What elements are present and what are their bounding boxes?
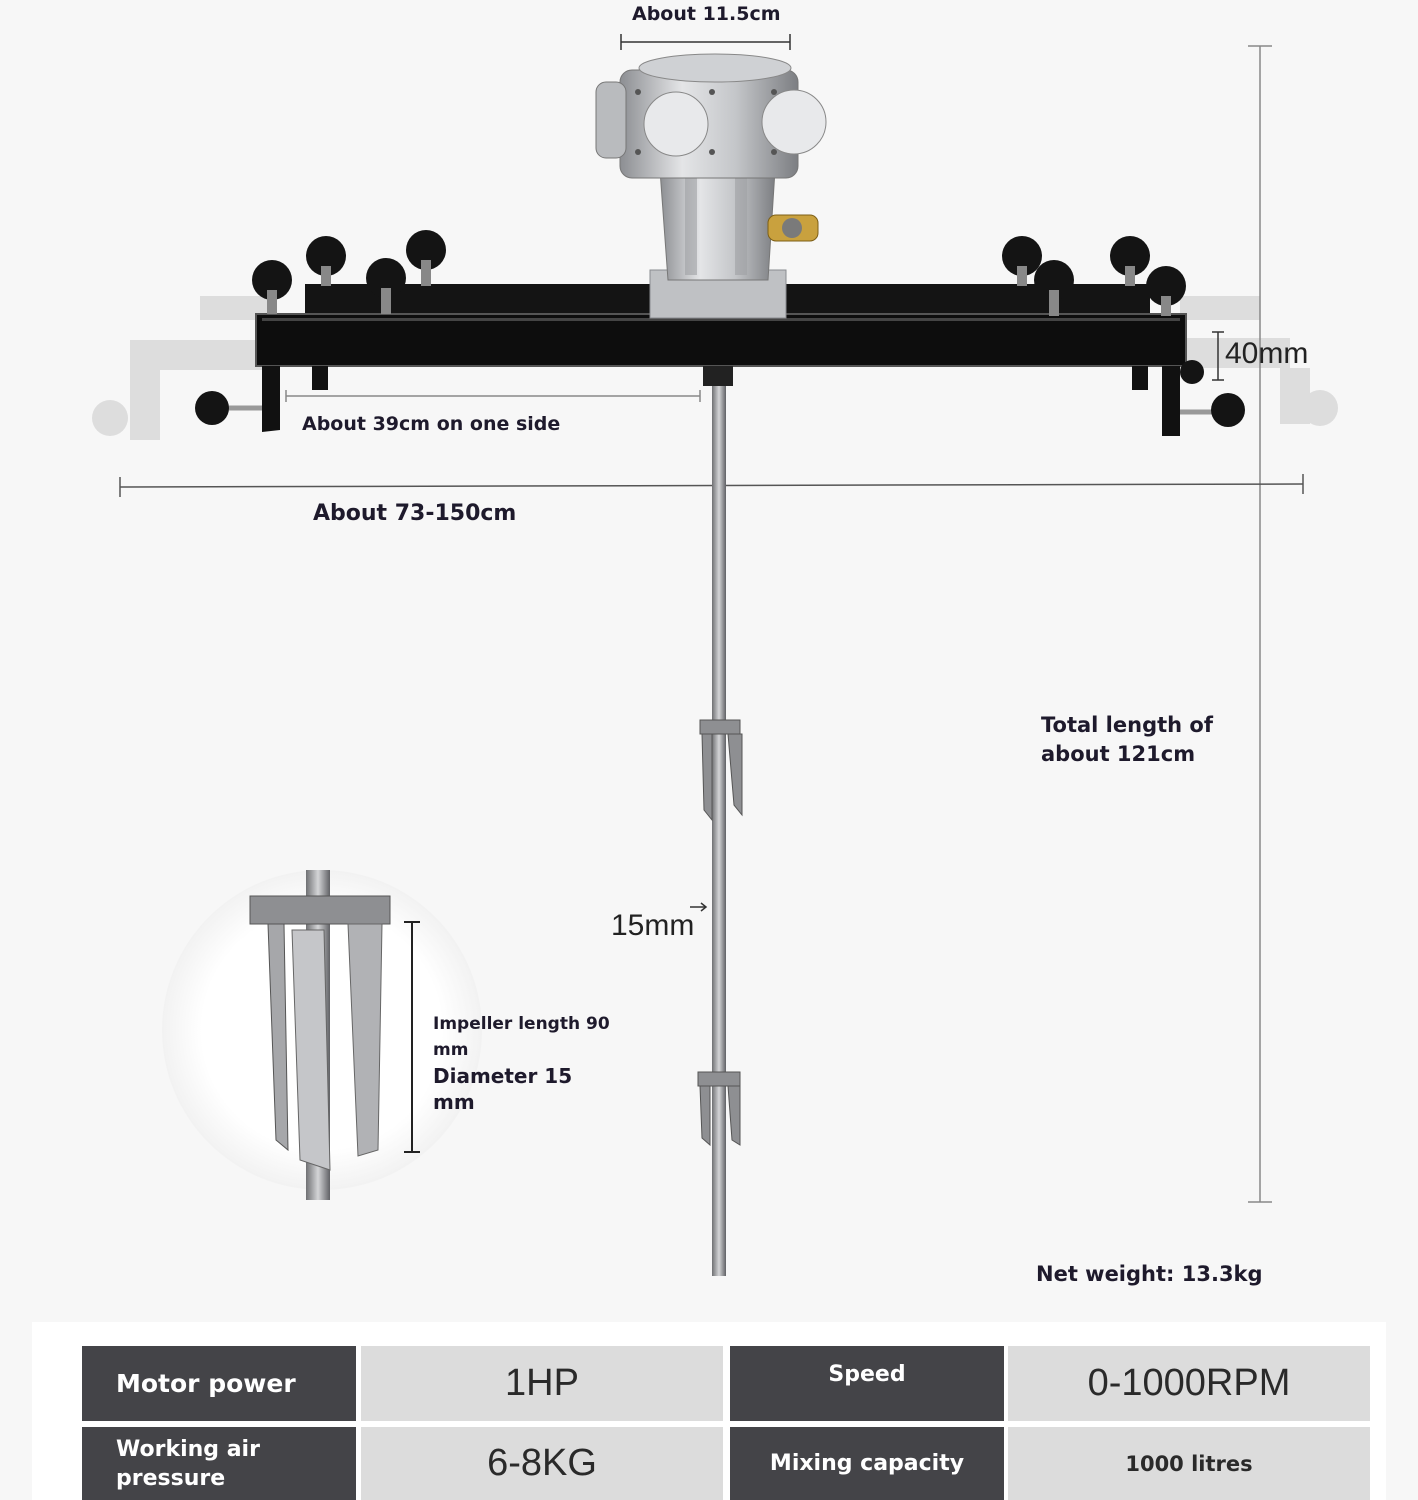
total-length-line1: Total length of: [1041, 713, 1213, 737]
spec-label-mixing-capacity: Mixing capacity: [730, 1427, 1004, 1500]
impeller-length-line1: Impeller length 90: [433, 1014, 610, 1034]
impeller-spec-label: [433, 1011, 610, 1115]
dimension-motor-width: [621, 34, 790, 50]
dimension-span: [120, 474, 1303, 497]
motor-neck: [660, 170, 775, 280]
spec-label-working-air-pressure-line2: pressure: [116, 1465, 226, 1491]
span-label: About 73-150cm: [313, 501, 517, 526]
spec-value-motor-power: 1HP: [361, 1346, 723, 1421]
upper-rail-right: [785, 284, 1150, 314]
spec-label-working-air-pressure-line1: Working air: [116, 1436, 260, 1462]
spec-value-working-air-pressure: 6-8KG: [361, 1427, 723, 1500]
total-length-label: [1041, 711, 1213, 769]
spec-value-mixing-capacity: 1000 litres: [1008, 1427, 1370, 1500]
impeller-diameter-line2: mm: [433, 1090, 475, 1114]
impeller-diameter-line1: Diameter 15: [433, 1064, 573, 1088]
one-side-label: About 39cm on one side: [302, 413, 561, 435]
spec-label-working-air-pressure: [82, 1427, 356, 1500]
motor-cap-right: [762, 90, 826, 154]
shaft-coupling: [703, 366, 733, 386]
total-length-line2: about 121cm: [1041, 742, 1196, 766]
net-weight-label: Net weight: 13.3kg: [1036, 1262, 1263, 1286]
clamp-left: [262, 366, 280, 432]
dimension-total-length: [1248, 46, 1272, 1202]
bar-height-label: 40mm: [1225, 337, 1309, 370]
spec-value-speed: 0-1000RPM: [1008, 1346, 1370, 1421]
spec-label-motor-power: Motor power: [82, 1346, 356, 1421]
upper-rail-left: [305, 284, 650, 314]
impeller-length-line2: mm: [433, 1040, 469, 1060]
spec-table: [32, 1322, 1386, 1500]
motor-width-label: About 11.5cm: [632, 3, 781, 25]
shaft: [712, 386, 726, 1276]
motor-cap-left: [644, 92, 708, 156]
shaft-diameter-label: 15mm: [611, 909, 695, 942]
main-bar: [256, 314, 1186, 366]
spec-label-speed: Speed: [730, 1346, 1004, 1421]
dimension-one-side: [286, 390, 700, 402]
clamp-right: [1162, 366, 1180, 436]
